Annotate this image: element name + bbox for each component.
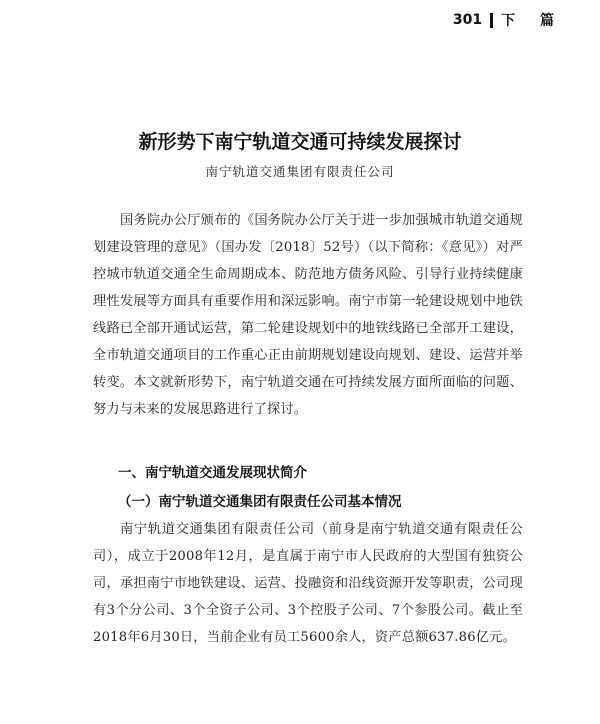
running-header xyxy=(453,10,564,30)
company-paragraph: 南宁轨道交通集团有限责任公司（前身是南宁轨道交通有限责任公司），成立于2008年12月，是直属于南宁市人民政府的大型国有独资公司，承担南宁市地铁建设、运营、投融资和沿线资源开发等职责，公司现有3个分公司、3个全资子公司、3个控股子公司、7个参股公司。截止至2018年6月30日，当前企业有员工5600余人，资产总额637.86亿元。 xyxy=(93,522,523,645)
section-heading: 一、南宁轨道交通发展现状简介 xyxy=(118,465,307,481)
article-title: 新形势下南宁轨道交通可持续发展探讨 xyxy=(138,131,462,153)
article-author: 南宁轨道交通集团有限责任公司 xyxy=(205,164,395,179)
section-label: 下 篇 xyxy=(501,13,564,29)
page-number: 301 xyxy=(452,12,483,28)
intro-paragraph: 国务院办公厅颁布的《国务院办公厅关于进一步加强城市轨道交通规划建设管理的意见》（国办发〔2018〕52号）（以下简称：《意见》）对严控城市轨道交通全生命周期成本、防范地方债务风险、引导行业持续健康理性发展等方面具有重要作用和深远影响。南宁市第一轮建设规划中地铁线路已全部开通试运营，第二轮建设规划中的地铁线路已全部开工建设，全市轨道交通项目的工作重心正由前期规划建设向规划、建设、运营并举转变。本文就新形势下，南宁轨道交通在可持续发展方面所面临的问题、努力与未来的发展思路进行了探讨。 xyxy=(93,213,523,417)
header-divider xyxy=(490,13,493,28)
subsection-heading: （一）南宁轨道交通集团有限责任公司基本情况 xyxy=(118,494,402,510)
